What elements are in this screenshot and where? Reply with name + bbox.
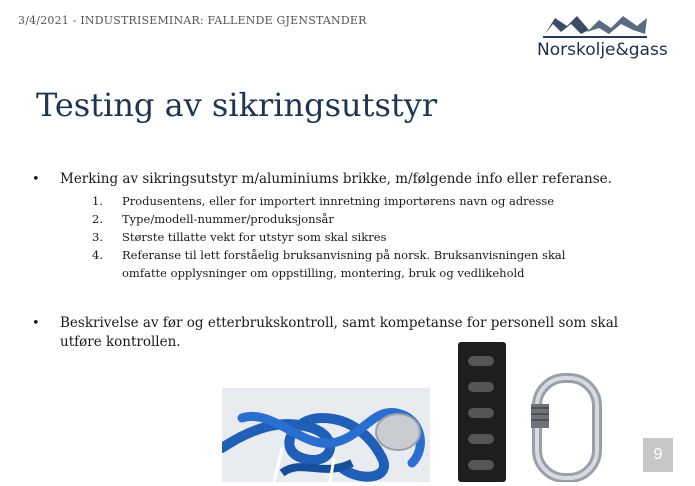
list-text: Type/modell-nummer/produksjonsår: [122, 212, 334, 226]
list-text: Produsentens, eller for importert innretning importørens navn og adresse: [122, 194, 555, 208]
numbered-list: [92, 192, 612, 282]
norsk-olje-gass-logo: [537, 12, 668, 62]
bullet-text: Beskrivelse av før og etterbrukskontroll, samt kompetanse for personell som skal utføre kontrollen.: [60, 315, 619, 350]
rope-with-tag-photo: [222, 388, 430, 482]
slotted-strap-photo: [456, 342, 508, 482]
list-item: [92, 246, 612, 282]
bullet-marker: •: [32, 172, 40, 187]
logo-graphic: [537, 12, 657, 42]
list-item: [92, 228, 612, 246]
bullet-text: Merking av sikringsutstyr m/aluminiums brikke, m/følgende info eller referanse.: [60, 171, 612, 187]
list-text: Referanse til lett forståelig bruksanvisning på norsk. Bruksanvisningen skal omfatte opplysninger om oppstilling, montering, bruk og vedlikehold: [122, 248, 566, 280]
header-separator: -: [72, 14, 77, 27]
list-number: 3.: [92, 230, 103, 244]
logo-part-norsk: Norsk: [537, 40, 586, 60]
slide-title: Testing av sikringsutstyr: [36, 86, 438, 124]
logo-wordmark: [537, 40, 668, 60]
list-text: Største tillatte vekt for utstyr som skal sikres: [122, 230, 387, 244]
carabiner-photo: [517, 370, 617, 482]
header-event: INDUSTRISEMINAR: FALLENDE GJENSTANDER: [80, 14, 367, 27]
list-number: 2.: [92, 212, 103, 226]
list-number: 1.: [92, 194, 103, 208]
logo-part-olje-gass: olje&gass: [585, 40, 668, 60]
list-item: [92, 210, 612, 228]
list-number: 4.: [92, 248, 103, 262]
slide-header: [18, 14, 367, 27]
page-number: 9: [643, 438, 673, 472]
bullet-marker: •: [32, 316, 40, 331]
header-date: 3/4/2021: [18, 14, 70, 27]
list-item: [92, 192, 612, 210]
